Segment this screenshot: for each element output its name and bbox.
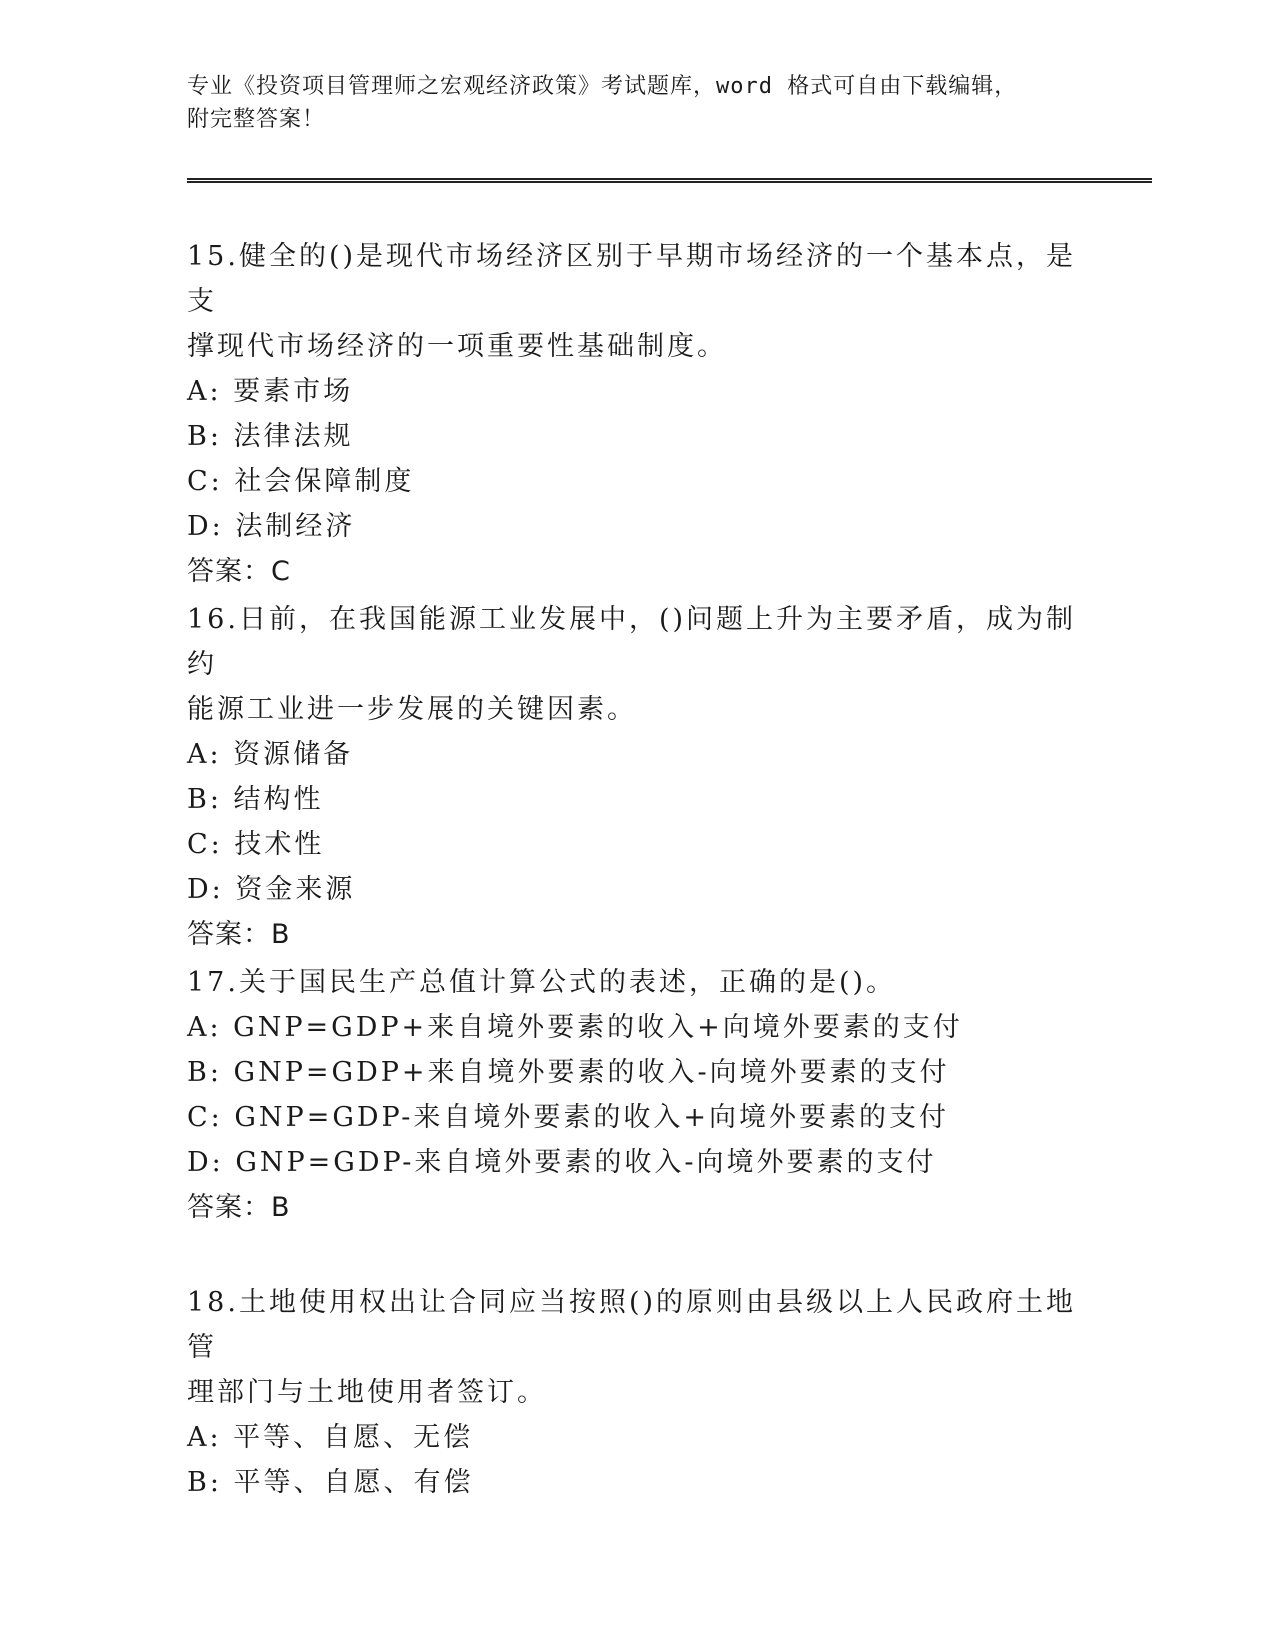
question-stem-continued: 能源工业进一步发展的关键因素。 <box>187 694 637 725</box>
option-d: D: 法制经济 <box>187 511 356 542</box>
option-b: B: GNP=GDP+来自境外要素的收入-向境外要素的支付 <box>187 1057 950 1088</box>
option-d: D: GNP=GDP-来自境外要素的收入-向境外要素的支付 <box>187 1147 937 1178</box>
header-line-2: 附完整答案！ <box>187 107 326 132</box>
question-18 <box>187 1280 1087 1505</box>
option-c: C: GNP=GDP-来自境外要素的收入+向境外要素的支付 <box>187 1102 949 1133</box>
option-b: B: 法律法规 <box>187 421 354 452</box>
option-b: B: 平等、自愿、有偿 <box>187 1467 474 1498</box>
question-stem-continued: 撑现代市场经济的一项重要性基础制度。 <box>187 331 727 362</box>
option-c: C: 技术性 <box>187 829 325 860</box>
header-divider <box>187 178 1152 183</box>
question-stem: 16.日前，在我国能源工业发展中，()问题上升为主要矛盾，成为制约 <box>187 604 1077 680</box>
question-stem: 15.健全的()是现代市场经济区别于早期市场经济的一个基本点，是支 <box>187 241 1077 317</box>
question-stem: 18.土地使用权出让合同应当按照()的原则由县级以上人民政府土地管 <box>187 1287 1077 1363</box>
option-b: B: 结构性 <box>187 784 324 815</box>
option-a: A: 要素市场 <box>187 376 354 407</box>
option-a: A: 平等、自愿、无偿 <box>187 1422 474 1453</box>
question-stem-continued: 理部门与土地使用者签订。 <box>187 1377 547 1408</box>
answer-line: 答案：C <box>187 556 291 587</box>
question-stem: 17.关于国民生产总值计算公式的表述，正确的是()。 <box>187 967 897 998</box>
option-a: A: 资源储备 <box>187 739 354 770</box>
option-a: A: GNP=GDP+来自境外要素的收入+向境外要素的支付 <box>187 1012 963 1043</box>
answer-line: 答案：B <box>187 1192 291 1223</box>
answer-line: 答案：B <box>187 919 291 950</box>
option-d: D: 资金来源 <box>187 874 356 905</box>
header-line-1: 专业《投资项目管理师之宏观经济政策》考试题库，word 格式可自由下载编辑， <box>187 74 1018 99</box>
question-15 <box>187 234 1087 594</box>
question-17 <box>187 960 1087 1230</box>
question-16 <box>187 597 1087 957</box>
option-c: C: 社会保障制度 <box>187 466 415 497</box>
document-header <box>187 70 1087 136</box>
